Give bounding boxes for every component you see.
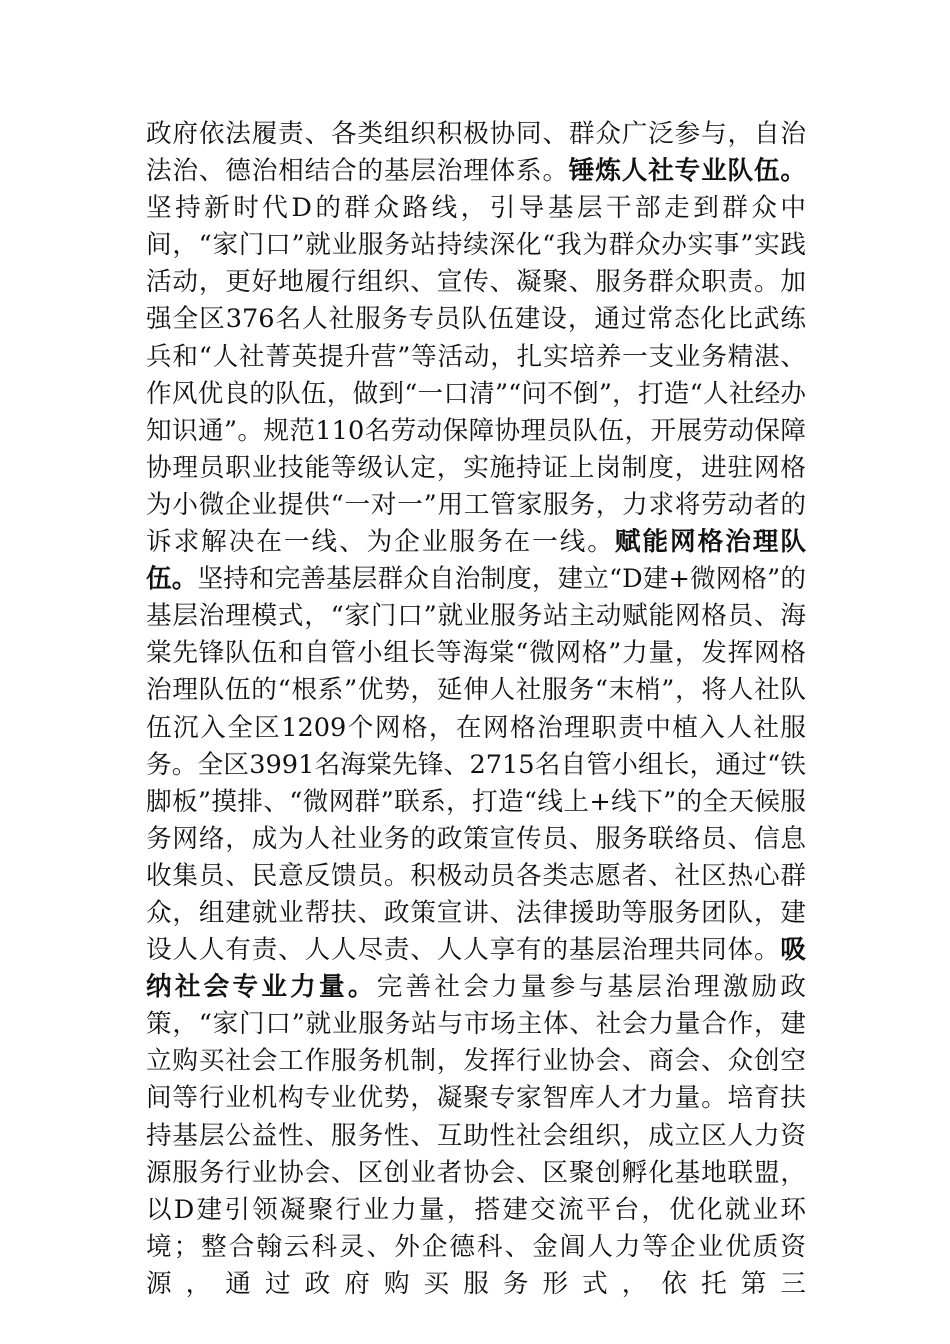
text-run: 政府依法履责、各类组织积极协同、群众广泛参与，自治法治、德治相结合的基层治理体系。 (146, 119, 806, 187)
text-run: 坚持和完善基层群众自治制度，建立“D建+微网格”的基层治理模式，“家门口”就业服务站主动赋能网格员、海棠先锋队伍和自管小组长等海棠“微网格”力量，发挥网格治理队伍的“根系”优势，延伸人社服务“末梢”，将人社队伍沉入全区1209个网格，在网格治理职责中植入人社服务。全区3991名海棠先锋、2715名自管小组长，通过“铁脚板”摸排、“微网群”联系，打造“线上+线下”的全天候服务网络，成为人社业务的政策宣传员、服务联络员、信息收集员、民意反馈员。积极动员各类志愿者、社区热心群众，组建就业帮扶、政策宣讲、法律援助等服务团队，建设人人有责、人人尽责、人人享有的基层治理共同体。 (146, 564, 806, 966)
section-heading-inline: 赋能网格治理队伍。 (146, 527, 806, 595)
body-paragraph (146, 116, 806, 1303)
section-heading-inline: 吸纳社会专业力量。 (146, 935, 806, 1003)
section-heading-inline: 锤炼人社专业队伍。 (568, 156, 806, 187)
text-run: 完善社会力量参与基层治理激励政策，“家门口”就业服务站与市场主体、社会力量合作，建立购买社会工作服务机制，发挥行业协会、商会、众创空间等行业机构专业优势，凝聚专家智库人才力量。培育扶持基层公益性、服务性、互助性社会组织，成立区人力资源服务行业协会、区创业者协会、区聚创孵化基地联盟，以D建引领凝聚行业力量，搭建交流平台，优化就业环境；整合翰云科灵、外企德科、金阊人力等企业优质资源，通过政府购买服务形式，依托第三 (146, 972, 806, 1299)
text-run: 坚持新时代D的群众路线，引导基层干部走到群众中间，“家门口”就业服务站持续深化“我为群众办实事”实践活动，更好地履行组织、宣传、凝聚、服务群众职责。加强全区376名人社服务专员队伍建设，通过常态化比武练兵和“人社菁英提升营”等活动，扎实培养一支业务精湛、作风优良的队伍，做到“一口清”“问不倒”，打造“人社经办知识通”。规范110名劳动保障协理员队伍，开展劳动保障协理员职业技能等级认定，实施持证上岗制度，进驻网格为小微企业提供“一对一”用工管家服务，力求将劳动者的诉求解决在一线、为企业服务在一线。 (146, 193, 806, 558)
document-page (146, 116, 806, 1299)
